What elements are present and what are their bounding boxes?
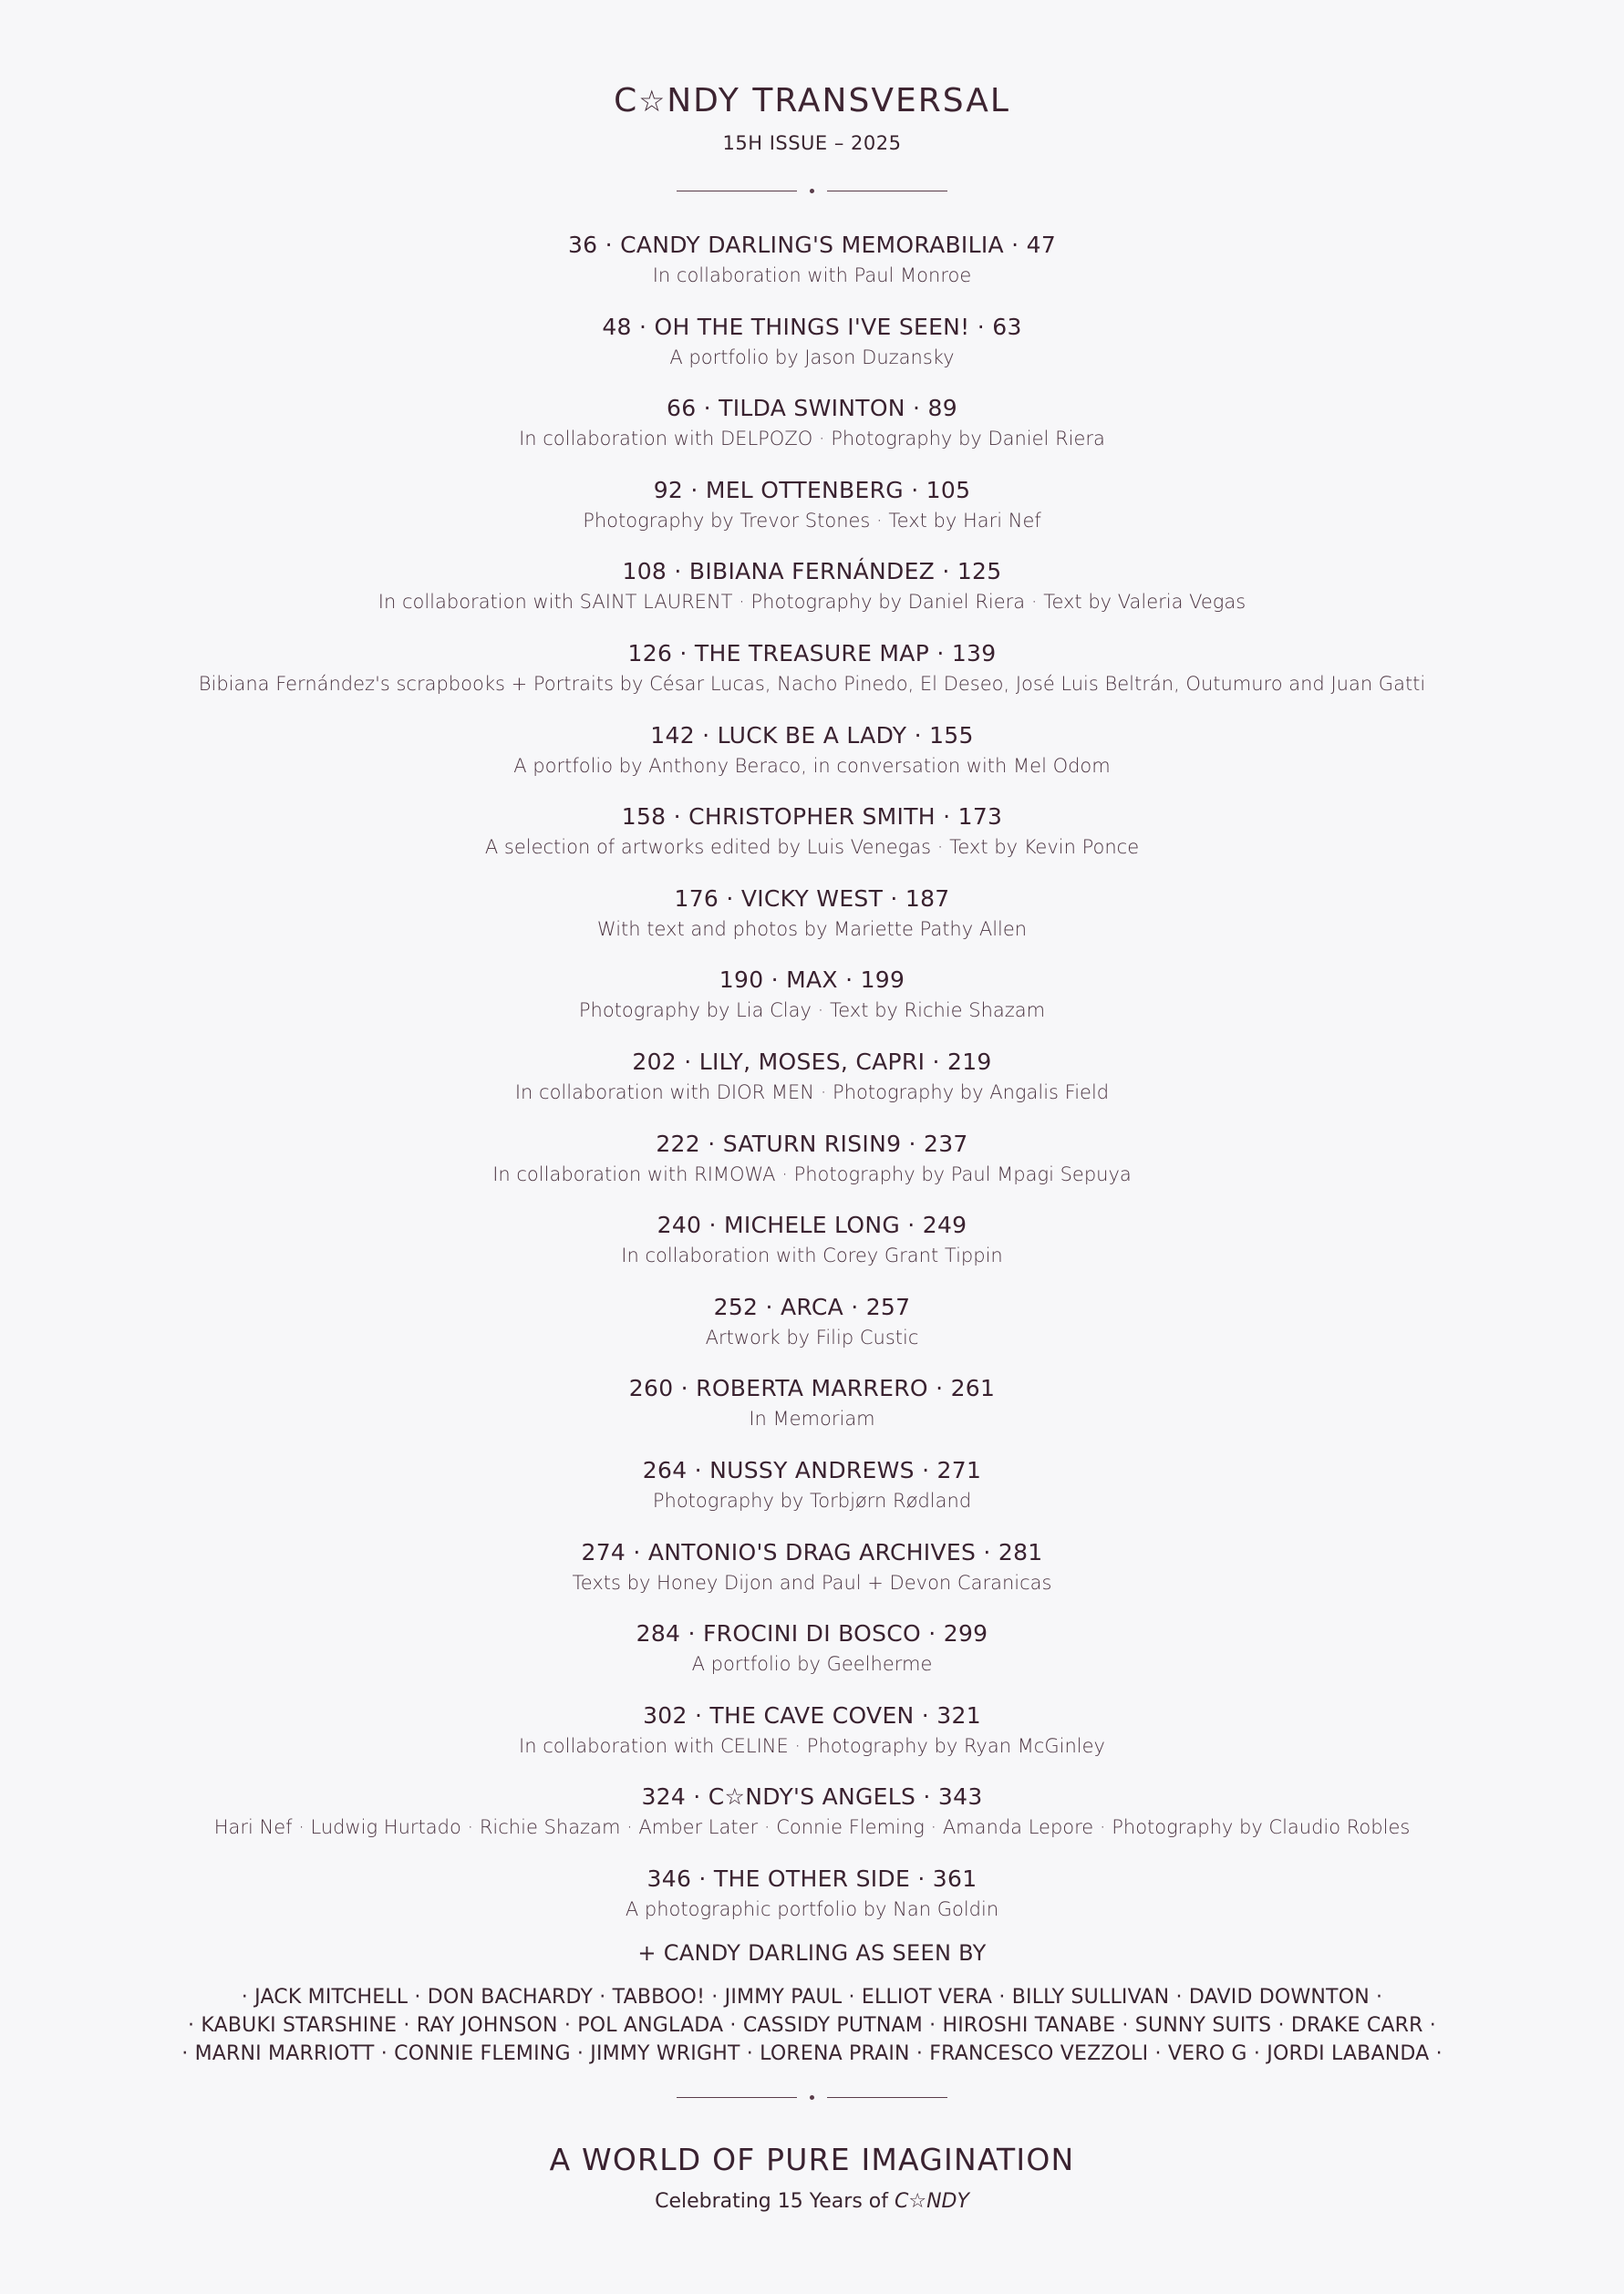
- toc-entry: [0, 1294, 1624, 1376]
- divider-line: [827, 2097, 947, 2098]
- bottom-divider: [0, 2095, 1624, 2100]
- toc-entry-title: 92 · MEL OTTENBERG · 105: [653, 476, 971, 503]
- toc-entry-credits: A portfolio by Geelherme: [691, 1653, 933, 1676]
- divider-line: [677, 2097, 797, 2098]
- footer-subtitle-text: Celebrating 15 Years of: [655, 2190, 895, 2214]
- seen-by-names: [0, 1983, 1624, 2068]
- seen-by-line: · KABUKI STARSHINE · RAY JOHNSON · POL ANGLADA · CASSIDY PUTNAM · HIROSHI TANABE · SUNNY SUITS · DRAKE CARR ·: [188, 2014, 1436, 2038]
- toc-entry: [0, 558, 1624, 640]
- toc-entry: [0, 1131, 1624, 1213]
- toc-entry: [0, 640, 1624, 722]
- toc-entry-title: 108 · BIBIANA FERNÁNDEZ · 125: [622, 558, 1002, 585]
- toc-entry-credits: In collaboration with CELINE · Photography by Ryan McGinley: [519, 1734, 1105, 1757]
- toc-entry-title: 284 · FROCINI DI BOSCO · 299: [636, 1620, 988, 1648]
- toc-entry-title: 260 · ROBERTA MARRERO · 261: [628, 1375, 996, 1402]
- toc-entry-title: 240 · MICHELE LONG · 249: [657, 1212, 967, 1239]
- toc-entry-title: 126 · THE TREASURE MAP · 139: [627, 639, 997, 666]
- toc-entry-credits: In Memoriam: [749, 1408, 875, 1431]
- toc-entry-credits: In collaboration with SAINT LAURENT · Photography by Daniel Riera · Text by Valeria Vegas: [378, 591, 1246, 614]
- divider-dot: [810, 2095, 814, 2100]
- toc-entry-credits: In collaboration with Paul Monroe: [652, 264, 972, 286]
- footer-title: A WORLD OF PURE IMAGINATION: [549, 2142, 1075, 2178]
- toc-entry: [0, 1865, 1624, 1948]
- toc-entry-credits: In collaboration with RIMOWA · Photography by Paul Mpagi Sepuya: [492, 1162, 1132, 1185]
- toc-entry-title: 36 · CANDY DARLING'S MEMORABILIA · 47: [567, 232, 1057, 258]
- toc-entry-title: 142 · LUCK BE A LADY · 155: [650, 721, 974, 749]
- toc-entry-title: 66 · TILDA SWINTON · 89: [667, 395, 957, 422]
- toc-entry-credits: Texts by Honey Dijon and Paul + Devon Caranicas: [572, 1571, 1052, 1594]
- toc-entry-title: 202 · LILY, MOSES, CAPRI · 219: [632, 1048, 992, 1075]
- magazine-title-suffix: NDY TRANSVERSAL: [667, 82, 1010, 119]
- toc-entry-credits: In collaboration with DIOR MEN · Photography by Angalis Field: [514, 1080, 1110, 1103]
- toc-entry-credits: With text and photos by Mariette Pathy Allen: [596, 917, 1028, 940]
- toc-entry-credits: Hari Nef · Ludwig Hurtado · Richie Shazam · Amber Later · Connie Fleming · Amanda Lepore · Photography by Claudio Robles: [213, 1816, 1411, 1839]
- star-icon: ☆: [638, 84, 667, 119]
- toc-entry-title: 346 · THE OTHER SIDE · 361: [646, 1865, 978, 1892]
- toc-entry-title: 158 · CHRISTOPHER SMITH · 173: [621, 803, 1003, 831]
- toc-entry-title: 302 · THE CAVE COVEN · 321: [643, 1701, 981, 1729]
- toc-entry: [0, 1620, 1624, 1702]
- toc-entry-title: 252 · ARCA · 257: [713, 1293, 911, 1320]
- toc-entry: [0, 803, 1624, 885]
- toc-entry-credits: In collaboration with Corey Grant Tippin: [621, 1245, 1003, 1267]
- toc-entry: [0, 1049, 1624, 1131]
- toc-entry: [0, 1457, 1624, 1539]
- toc-entry: [0, 314, 1624, 396]
- footer-subtitle: [0, 2190, 1624, 2213]
- magazine-title: [0, 82, 1624, 119]
- top-divider: [0, 189, 1624, 193]
- toc-entry: [0, 722, 1624, 804]
- toc-entry: [0, 477, 1624, 559]
- seen-by-line: · MARNI MARRIOTT · CONNIE FLEMING · JIMMY WRIGHT · LORENA PRAIN · FRANCESCO VEZZOLI · VERO G · JORDI LABANDA ·: [181, 2042, 1443, 2066]
- toc-entry: [0, 1539, 1624, 1621]
- toc-entry-credits: Artwork by Filip Custic: [705, 1326, 919, 1348]
- toc-entry-title: 264 · NUSSY ANDREWS · 271: [642, 1456, 982, 1483]
- seen-by-title: + CANDY DARLING AS SEEN BY: [637, 1940, 987, 1967]
- toc-entry-title: 274 · ANTONIO'S DRAG ARCHIVES · 281: [581, 1538, 1043, 1566]
- issue-label: 15H ISSUE – 2025: [722, 132, 902, 154]
- footer-brand: C☆NDY: [894, 2190, 969, 2214]
- toc-entry: [0, 1702, 1624, 1784]
- toc-entry-title: 176 · VICKY WEST · 187: [674, 884, 950, 912]
- toc-entry-title: 190 · MAX · 199: [719, 966, 905, 994]
- toc-entry-credits: Bibiana Fernández's scrapbooks + Portraits by César Lucas, Nacho Pinedo, El Deseo, José Luis Beltrán, Outumuro and Juan Gatti: [198, 672, 1426, 695]
- toc-entry: [0, 1375, 1624, 1457]
- toc-list: [0, 232, 1624, 1947]
- toc-entry: [0, 1212, 1624, 1294]
- toc-entry-credits: A photographic portfolio by Nan Goldin: [625, 1897, 999, 1920]
- magazine-title-prefix: C: [614, 82, 639, 119]
- toc-entry: [0, 1783, 1624, 1865]
- toc-entry-title: 324 · C☆NDY'S ANGELS · 343: [641, 1783, 983, 1811]
- toc-entry-credits: In collaboration with DELPOZO · Photography by Daniel Riera: [519, 428, 1105, 450]
- toc-entry-credits: A selection of artworks edited by Luis Venegas · Text by Kevin Ponce: [484, 836, 1140, 859]
- toc-entry: [0, 885, 1624, 967]
- seen-by-line: · JACK MITCHELL · DON BACHARDY · TABBOO! · JIMMY PAUL · ELLIOT VERA · BILLY SULLIVAN · DAVID DOWNTON ·: [241, 1986, 1383, 2010]
- toc-entry: [0, 966, 1624, 1049]
- toc-entry-credits: Photography by Torbjørn Rødland: [652, 1489, 972, 1512]
- divider-dot: [810, 189, 814, 193]
- header: [0, 0, 1624, 154]
- toc-entry: [0, 232, 1624, 314]
- toc-entry-title: 48 · OH THE THINGS I'VE SEEN! · 63: [602, 313, 1022, 340]
- toc-entry-credits: Photography by Trevor Stones · Text by Hari Nef: [583, 509, 1041, 532]
- toc-entry-credits: A portfolio by Jason Duzansky: [669, 346, 955, 368]
- toc-entry-credits: Photography by Lia Clay · Text by Richie Shazam: [578, 999, 1046, 1022]
- toc-entry: [0, 395, 1624, 477]
- toc-entry-credits: A portfolio by Anthony Beraco, in conversation with Mel Odom: [513, 754, 1111, 777]
- toc-entry-title: 222 · SATURN RISIN9 · 237: [656, 1130, 968, 1157]
